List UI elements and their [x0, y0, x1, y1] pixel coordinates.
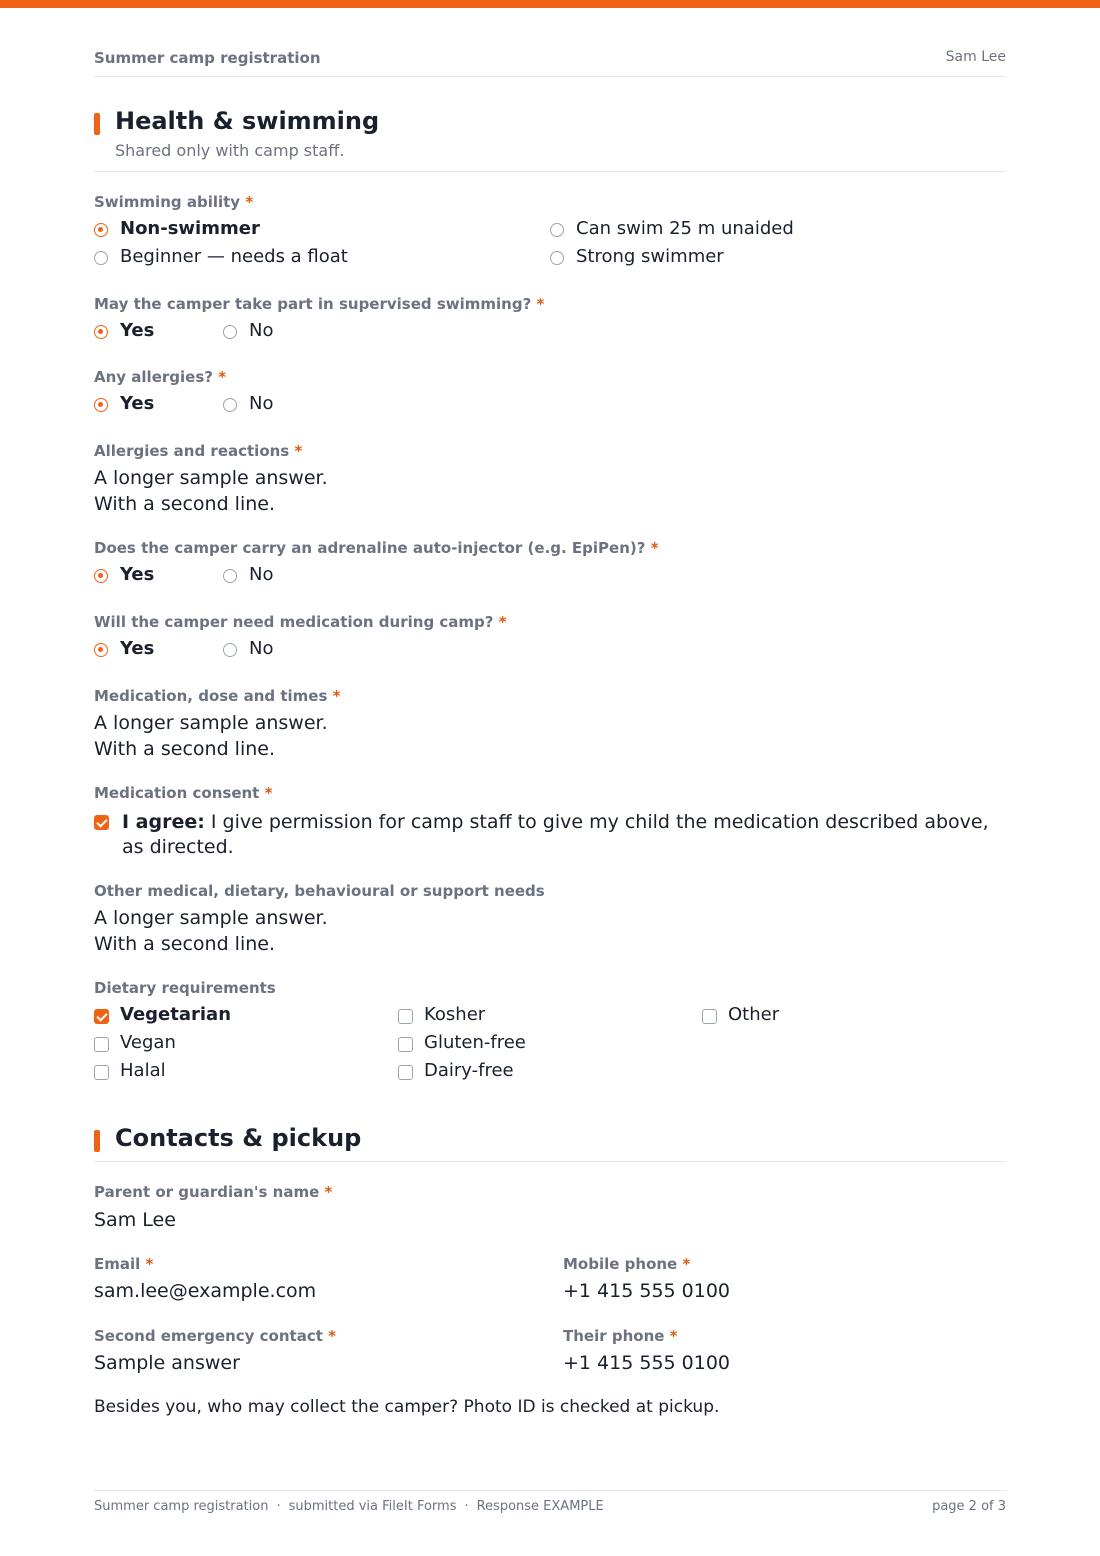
option-label: No: [249, 393, 274, 414]
top-accent-bar: [0, 0, 1100, 8]
consent-text: [122, 810, 1006, 860]
checkbox-icon: [702, 1009, 717, 1024]
checkbox-icon: [94, 1065, 109, 1080]
question-any-allergies: [94, 368, 226, 386]
question-label: Medication, dose and times: [94, 687, 328, 705]
option-label: Kosher: [424, 1004, 486, 1025]
radio-icon: [550, 251, 564, 265]
radio-icon: [94, 251, 108, 265]
question-allergies-reactions: [94, 442, 302, 460]
option-label: Gluten-free: [424, 1032, 526, 1053]
footer-submitted-via: submitted via FileIt Forms: [288, 1499, 457, 1514]
checkbox-icon: [398, 1065, 413, 1080]
answer-their-phone: +1 415 555 0100: [563, 1352, 731, 1374]
option-label: No: [249, 638, 274, 659]
footer-separator: ·: [276, 1499, 281, 1514]
required-marker: *: [145, 1255, 154, 1273]
option-label: Yes: [120, 393, 155, 414]
question-mobile-phone: [563, 1255, 690, 1273]
question-guardian-name: [94, 1183, 332, 1201]
question-dietary: [94, 979, 276, 997]
required-marker: *: [669, 1327, 678, 1345]
answer-line: A longer sample answer.: [94, 712, 328, 734]
pickup-note: Besides you, who may collect the camper? Photo ID is checked at pickup.: [94, 1397, 720, 1417]
section-accent-bar: [94, 1130, 100, 1152]
radio-selected-icon: [94, 223, 108, 237]
page-header: [94, 48, 1006, 77]
question-label: Mobile phone: [563, 1255, 678, 1273]
question-label: Other medical, dietary, behavioural or support needs: [94, 882, 545, 900]
answer-medication-details: [94, 710, 328, 762]
question-medication-details: [94, 687, 340, 705]
footer-meta: [94, 1499, 604, 1514]
section-subtitle: Shared only with camp staff.: [115, 141, 345, 160]
radio-icon: [223, 643, 237, 657]
required-marker: *: [245, 193, 254, 211]
answer-line: With a second line.: [94, 738, 275, 760]
answer-allergies-reactions: [94, 465, 328, 517]
option-label: Can swim 25 m unaided: [576, 218, 794, 239]
footer-form-title: Summer camp registration: [94, 1499, 269, 1514]
radio-selected-icon: [94, 569, 108, 583]
option-label: Strong swimmer: [576, 246, 724, 267]
section-accent-bar: [94, 113, 100, 135]
question-label: Email: [94, 1255, 141, 1273]
question-medication: [94, 613, 507, 631]
question-email: [94, 1255, 153, 1273]
question-label: Any allergies?: [94, 368, 213, 386]
option-label: Vegetarian: [120, 1004, 232, 1025]
section-title: Contacts & pickup: [115, 1124, 362, 1152]
question-label: Their phone: [563, 1327, 665, 1345]
option-label: Other: [728, 1004, 780, 1025]
radio-icon: [550, 223, 564, 237]
question-label: Swimming ability: [94, 193, 241, 211]
radio-icon: [223, 569, 237, 583]
consent-checkbox-row[interactable]: [94, 810, 1006, 860]
question-medication-consent: [94, 784, 272, 802]
radio-selected-icon: [94, 325, 108, 339]
option-label: Beginner — needs a float: [120, 246, 348, 267]
question-label: Allergies and reactions: [94, 442, 290, 460]
option-label: No: [249, 564, 274, 585]
question-label: Parent or guardian's name: [94, 1183, 320, 1201]
answer-email: sam.lee@example.com: [94, 1280, 317, 1302]
option-label: Yes: [120, 320, 155, 341]
radio-selected-icon: [94, 398, 108, 412]
required-marker: *: [536, 295, 545, 313]
answer-second-contact: Sample answer: [94, 1352, 240, 1374]
required-marker: *: [650, 539, 659, 557]
option-label: Halal: [120, 1060, 166, 1081]
page-footer: [94, 1490, 1006, 1521]
section-health-swimming: [94, 107, 1006, 172]
question-label: Dietary requirements: [94, 979, 276, 997]
option-label: Yes: [120, 638, 155, 659]
option-label: Dairy-free: [424, 1060, 514, 1081]
question-their-phone: [563, 1327, 678, 1345]
radio-icon: [223, 325, 237, 339]
question-label: Does the camper carry an adrenaline auto-injector (e.g. EpiPen)?: [94, 539, 646, 557]
checkbox-checked-icon[interactable]: [94, 815, 109, 830]
checkbox-icon: [94, 1037, 109, 1052]
required-marker: *: [332, 687, 341, 705]
required-marker: *: [682, 1255, 691, 1273]
question-label: Second emergency contact: [94, 1327, 323, 1345]
answer-mobile-phone: +1 415 555 0100: [563, 1280, 731, 1302]
option-label: Non-swimmer: [120, 218, 260, 239]
required-marker: *: [328, 1327, 336, 1345]
footer-separator: ·: [464, 1499, 469, 1514]
question-second-contact: [94, 1327, 336, 1345]
footer-response-id: Response EXAMPLE: [476, 1499, 604, 1514]
checkbox-checked-icon: [94, 1009, 109, 1024]
option-label: Vegan: [120, 1032, 176, 1053]
page-number: page 2 of 3: [932, 1499, 1006, 1514]
answer-other-needs: [94, 905, 328, 957]
consent-statement: I give permission for camp staff to give my child the medication described above, as directed.: [122, 811, 989, 858]
question-swimming-ability: [94, 193, 253, 211]
consent-agree-label: I agree:: [122, 811, 205, 833]
required-marker: *: [218, 368, 227, 386]
required-marker: *: [294, 442, 303, 460]
question-label: Will the camper need medication during camp?: [94, 613, 494, 631]
question-other-needs: [94, 882, 545, 900]
checkbox-icon: [398, 1009, 413, 1024]
answer-line: With a second line.: [94, 933, 275, 955]
question-auto-injector: [94, 539, 659, 557]
question-label: May the camper take part in supervised swimming?: [94, 295, 532, 313]
user-name: Sam Lee: [945, 49, 1006, 65]
checkbox-icon: [398, 1037, 413, 1052]
required-marker: *: [324, 1183, 333, 1201]
radio-icon: [223, 398, 237, 412]
answer-line: A longer sample answer.: [94, 907, 328, 929]
answer-line: A longer sample answer.: [94, 467, 328, 489]
option-label: No: [249, 320, 274, 341]
required-marker: *: [264, 784, 273, 802]
answer-line: With a second line.: [94, 493, 275, 515]
section-contacts-pickup: [94, 1124, 1006, 1162]
radio-selected-icon: [94, 643, 108, 657]
option-label: Yes: [120, 564, 155, 585]
question-label: Medication consent: [94, 784, 260, 802]
question-supervised-swimming: [94, 295, 544, 313]
section-title: Health & swimming: [115, 107, 380, 135]
required-marker: *: [498, 613, 507, 631]
answer-guardian-name: Sam Lee: [94, 1209, 176, 1231]
form-title: Summer camp registration: [94, 49, 321, 67]
